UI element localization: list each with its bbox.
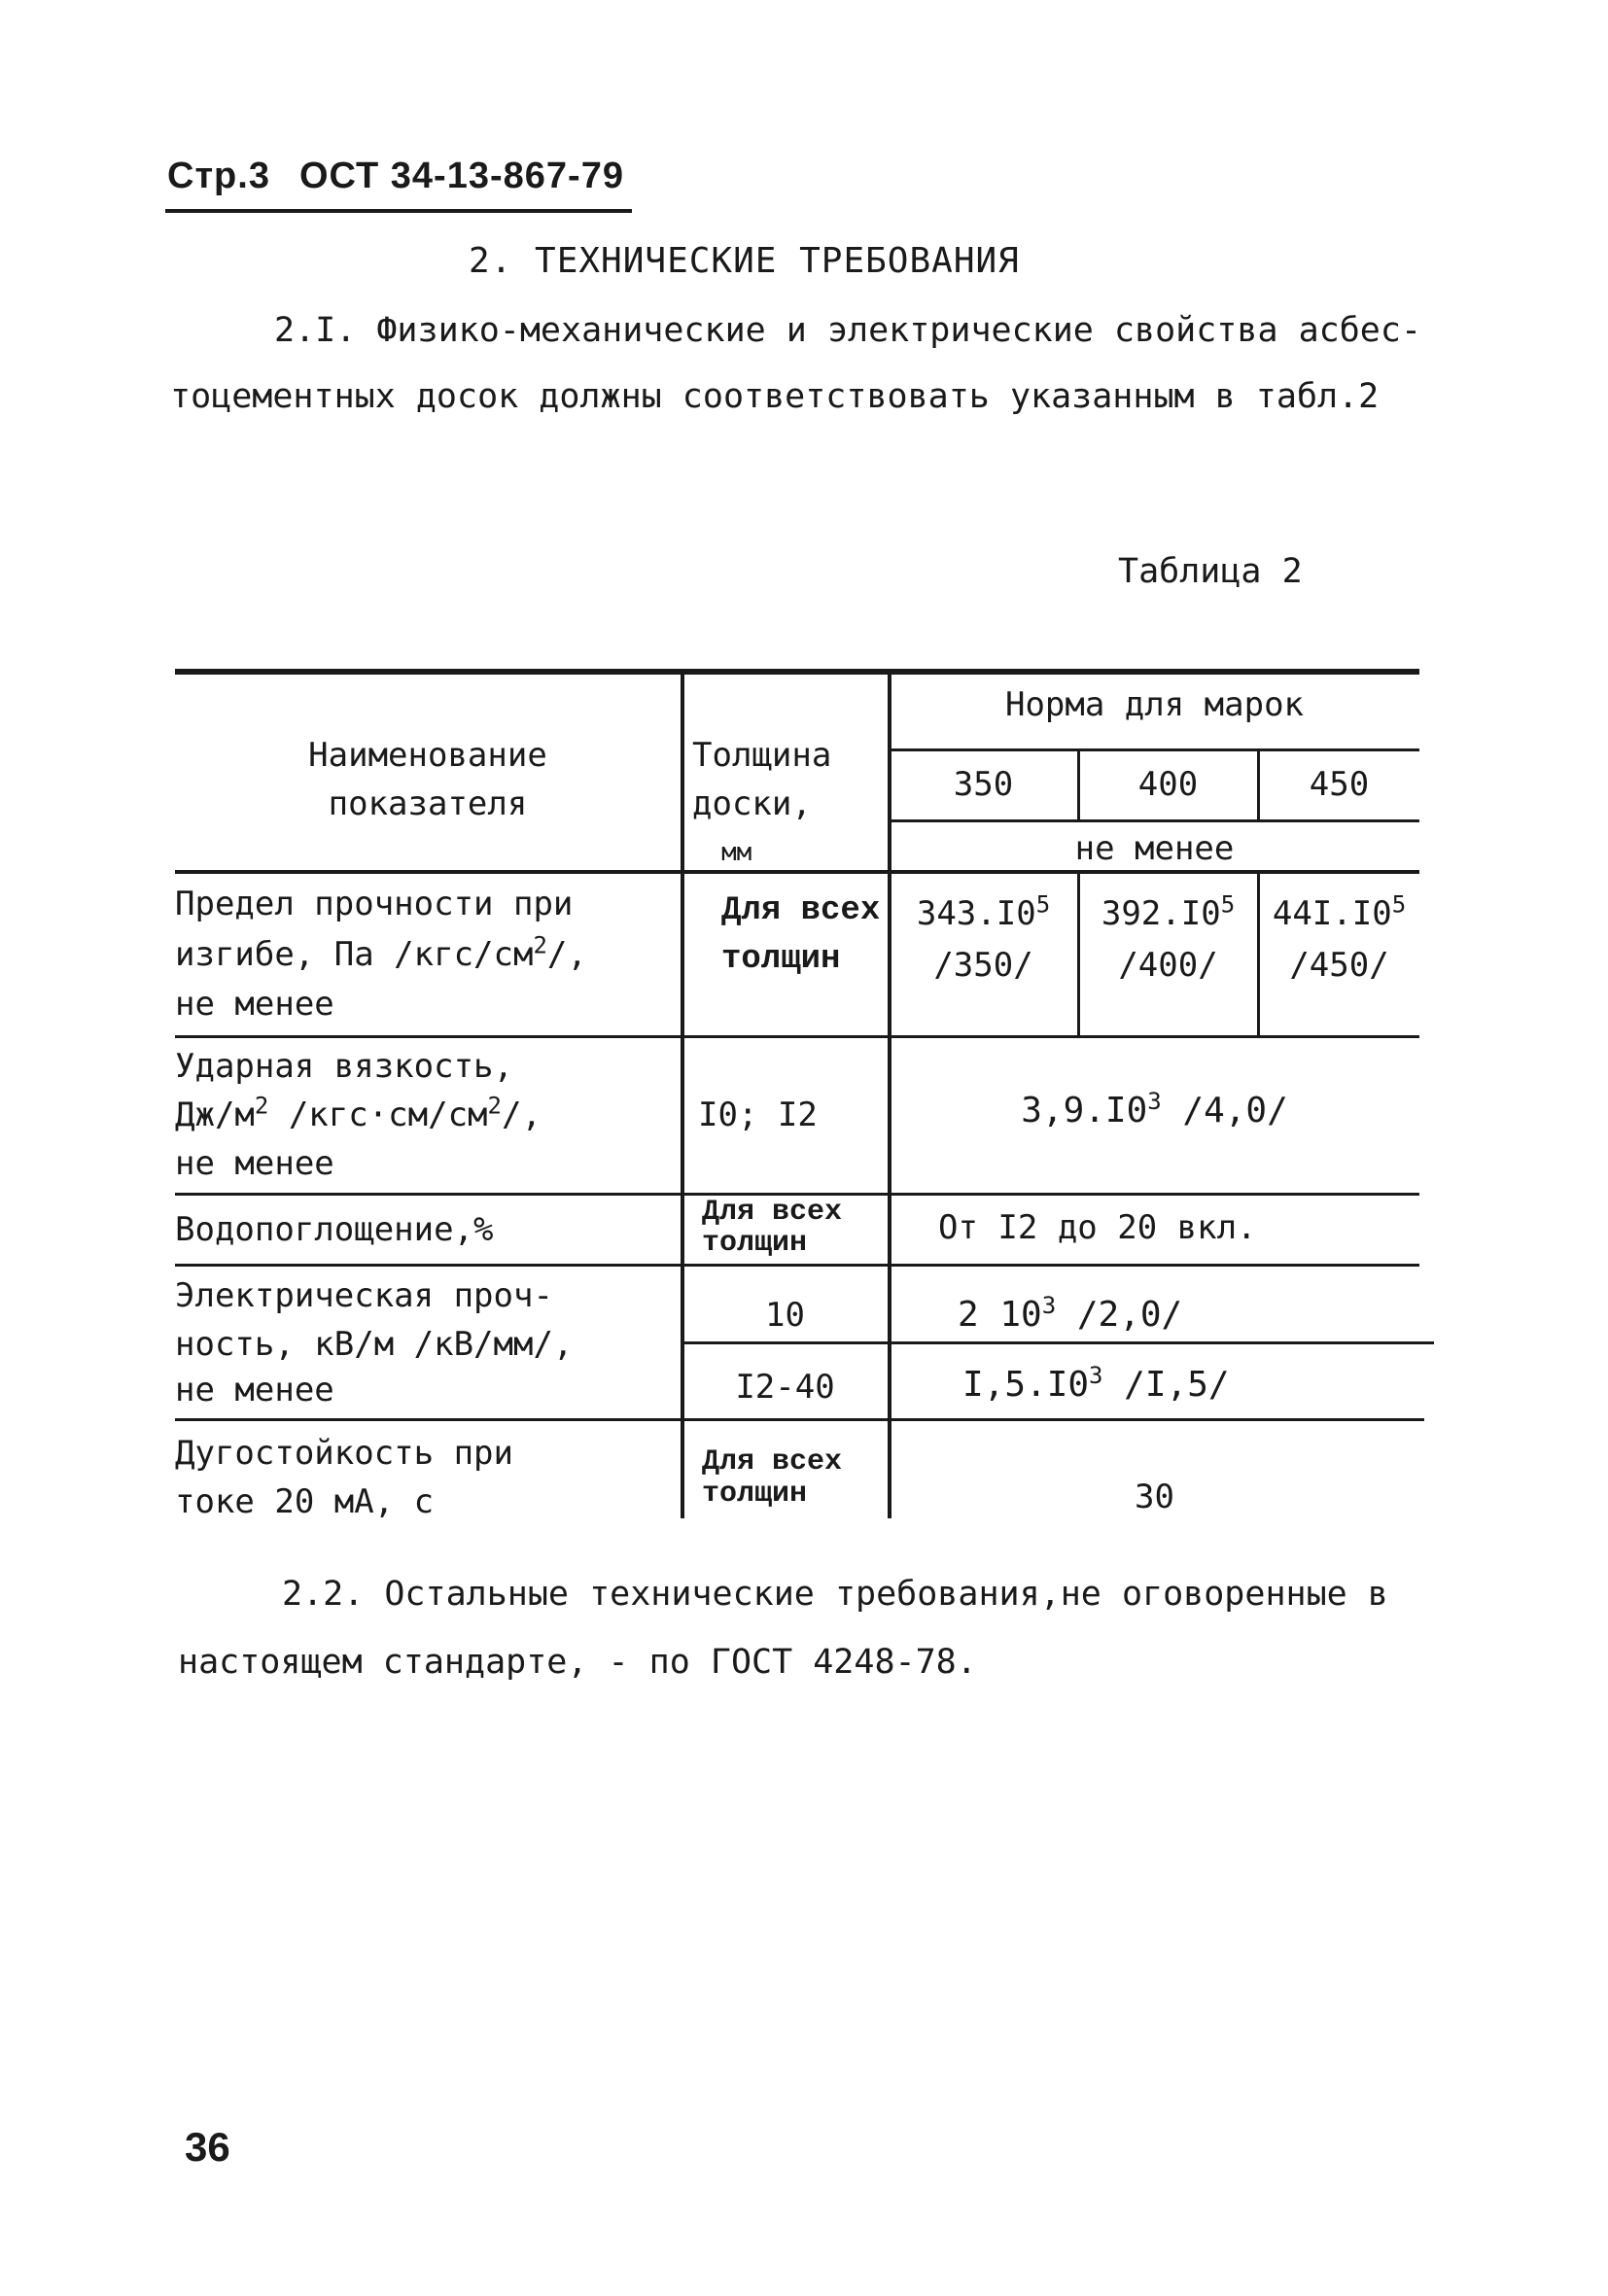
page-number: 36 (185, 2124, 230, 2170)
row5-value: 30 (1135, 1478, 1174, 1516)
row5-thickness-line2: толщин (702, 1478, 808, 1511)
header-grade-450: 450 (1309, 765, 1370, 804)
row1-thickness-line2: толщин (721, 941, 841, 978)
section-title: 2. ТЕХНИЧЕСКИЕ ТРЕБОВАНИЯ (469, 241, 1020, 281)
header-name-line1: Наименование (308, 736, 547, 775)
header-min: не менее (1074, 829, 1235, 868)
row5-name-line2: токе 20 мА, с (175, 1482, 435, 1521)
row1-name-line2: изгибе, Па $/кгс/см^2/$, (175, 931, 587, 974)
row4-name-line1: Электрическая проч- (175, 1276, 553, 1315)
row1-thickness-line1: Для всех (721, 892, 881, 929)
row2-name-line1: Ударная вязкость, (175, 1047, 513, 1086)
row4-rule (175, 1418, 1424, 1421)
header-thickness-line2: доски, (692, 784, 812, 823)
row1-rule (175, 1035, 1419, 1038)
header-thickness-line1: Толщина (692, 736, 832, 775)
row4-name-line3: не менее (175, 1371, 334, 1409)
paragraph-2-1-line2: тоцементных досок должны соответствовать указанным в табл.2 (170, 377, 1380, 416)
row2-value: $3,9.I0^3$ /4,0/ (1021, 1088, 1288, 1131)
row4-sub1-thickness: 10 (765, 1296, 805, 1335)
header-thickness-unit: мм (721, 838, 752, 867)
row1-value-400: $392.I0^5$ (1101, 890, 1236, 933)
row5-name-line1: Дугостойкость при (175, 1434, 513, 1473)
row1-value-450: $44I.I0^5$ (1272, 890, 1407, 933)
row4-sub1-value: 2 $10^3$ /2,0/ (958, 1292, 1183, 1335)
row5-thickness-line1: Для всех (702, 1445, 843, 1478)
page-label: Стр.3 (167, 156, 270, 196)
grades-rule (890, 819, 1419, 822)
row4-sub-rule (681, 1341, 1434, 1344)
row2-name-line2: $Дж/м^2$ $/кгс\cdot см/см^2/$, (175, 1092, 542, 1134)
row1-value-450-alt: /450/ (1289, 946, 1389, 985)
row1-value-350-alt: /350/ (933, 946, 1033, 985)
table-top-rule (175, 669, 1419, 675)
row3-thickness-line2: толщин (702, 1227, 808, 1260)
row1-value-350: $343.I0^5$ (916, 890, 1051, 933)
row3-name: Водопоглощение,% (175, 1210, 494, 1249)
row3-value: От I2 до 20 вкл. (938, 1208, 1257, 1247)
row1-name-line1: Предел прочности при (175, 885, 574, 923)
norm-rule (890, 748, 1419, 751)
row3-rule (175, 1264, 1419, 1267)
row4-sub2-value: $I,5.I0^3$ /I,5/ (962, 1362, 1230, 1405)
row2-name-line3: не менее (175, 1144, 334, 1183)
row1-name-line3: не менее (175, 985, 334, 1024)
row4-name-line2: ность, кВ/м /кВ/мм/, (175, 1325, 574, 1364)
row3-thickness-line1: Для всех (702, 1196, 843, 1229)
paragraph-2-2-line2: настоящем стандарте, - по ГОСТ 4248-78. (178, 1643, 977, 1682)
table-caption: Таблица 2 (1118, 552, 1303, 591)
row2-thickness: I0; I2 (698, 1096, 818, 1134)
header-grade-400: 400 (1137, 765, 1199, 804)
row1-value-400-alt: /400/ (1118, 946, 1218, 985)
standard-code: ОСТ 34-13-867-79 (298, 156, 624, 196)
row4-sub2-thickness: I2-40 (735, 1368, 835, 1407)
header-norm: Норма для марок (1004, 685, 1305, 724)
paragraph-2-2-line1: 2.2. Остальные технические требования,не оговоренные в (282, 1575, 1388, 1614)
header-grade-350: 350 (953, 765, 1014, 804)
paragraph-2-1-line1: 2.I. Физико-механические и электрические свойства асбес- (274, 311, 1422, 350)
header-name-line2: показателя (328, 784, 528, 823)
